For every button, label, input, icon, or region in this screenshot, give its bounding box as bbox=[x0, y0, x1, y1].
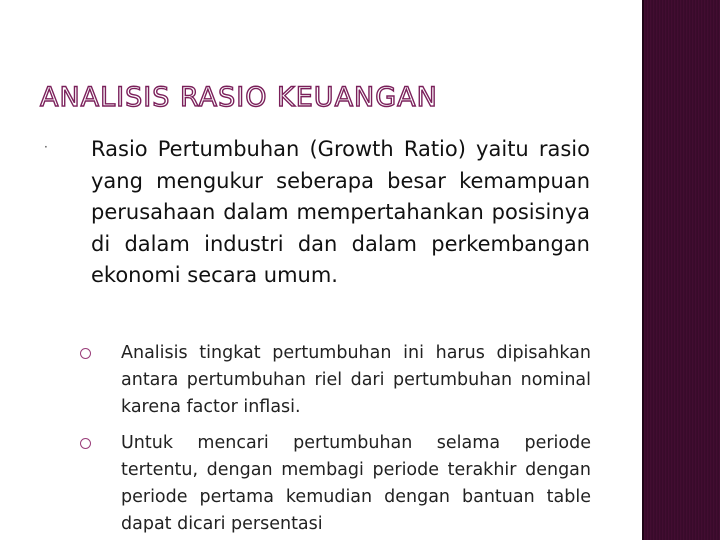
decorative-sidebar bbox=[642, 0, 720, 540]
main-bullet-marker: · bbox=[44, 140, 48, 154]
slide-title: ANALISIS RASIO KEUANGAN bbox=[40, 82, 438, 113]
main-point-text: Rasio Pertumbuhan (Growth Ratio) yaitu rasio yang mengukur seberapa besar kemampuan perusahaan dalam mempertahankan posisinya di dalam industri dan dalam perkembangan ekonomi secara umum. bbox=[91, 137, 590, 287]
sub-point-2: Untuk mencari pertumbuhan selama periode tertentu, dengan membagi periode terakhir dengan periode pertama kemudian dengan bantuan table dapat dicari persentasi bbox=[121, 433, 591, 534]
sub-point-1: Analisis tingkat pertumbuhan ini harus dipisahkan antara pertumbuhan riel dari pertumbuhan nominal karena factor inflasi. bbox=[121, 343, 591, 417]
hollow-circle-icon bbox=[80, 348, 91, 359]
hollow-circle-icon bbox=[80, 438, 91, 449]
